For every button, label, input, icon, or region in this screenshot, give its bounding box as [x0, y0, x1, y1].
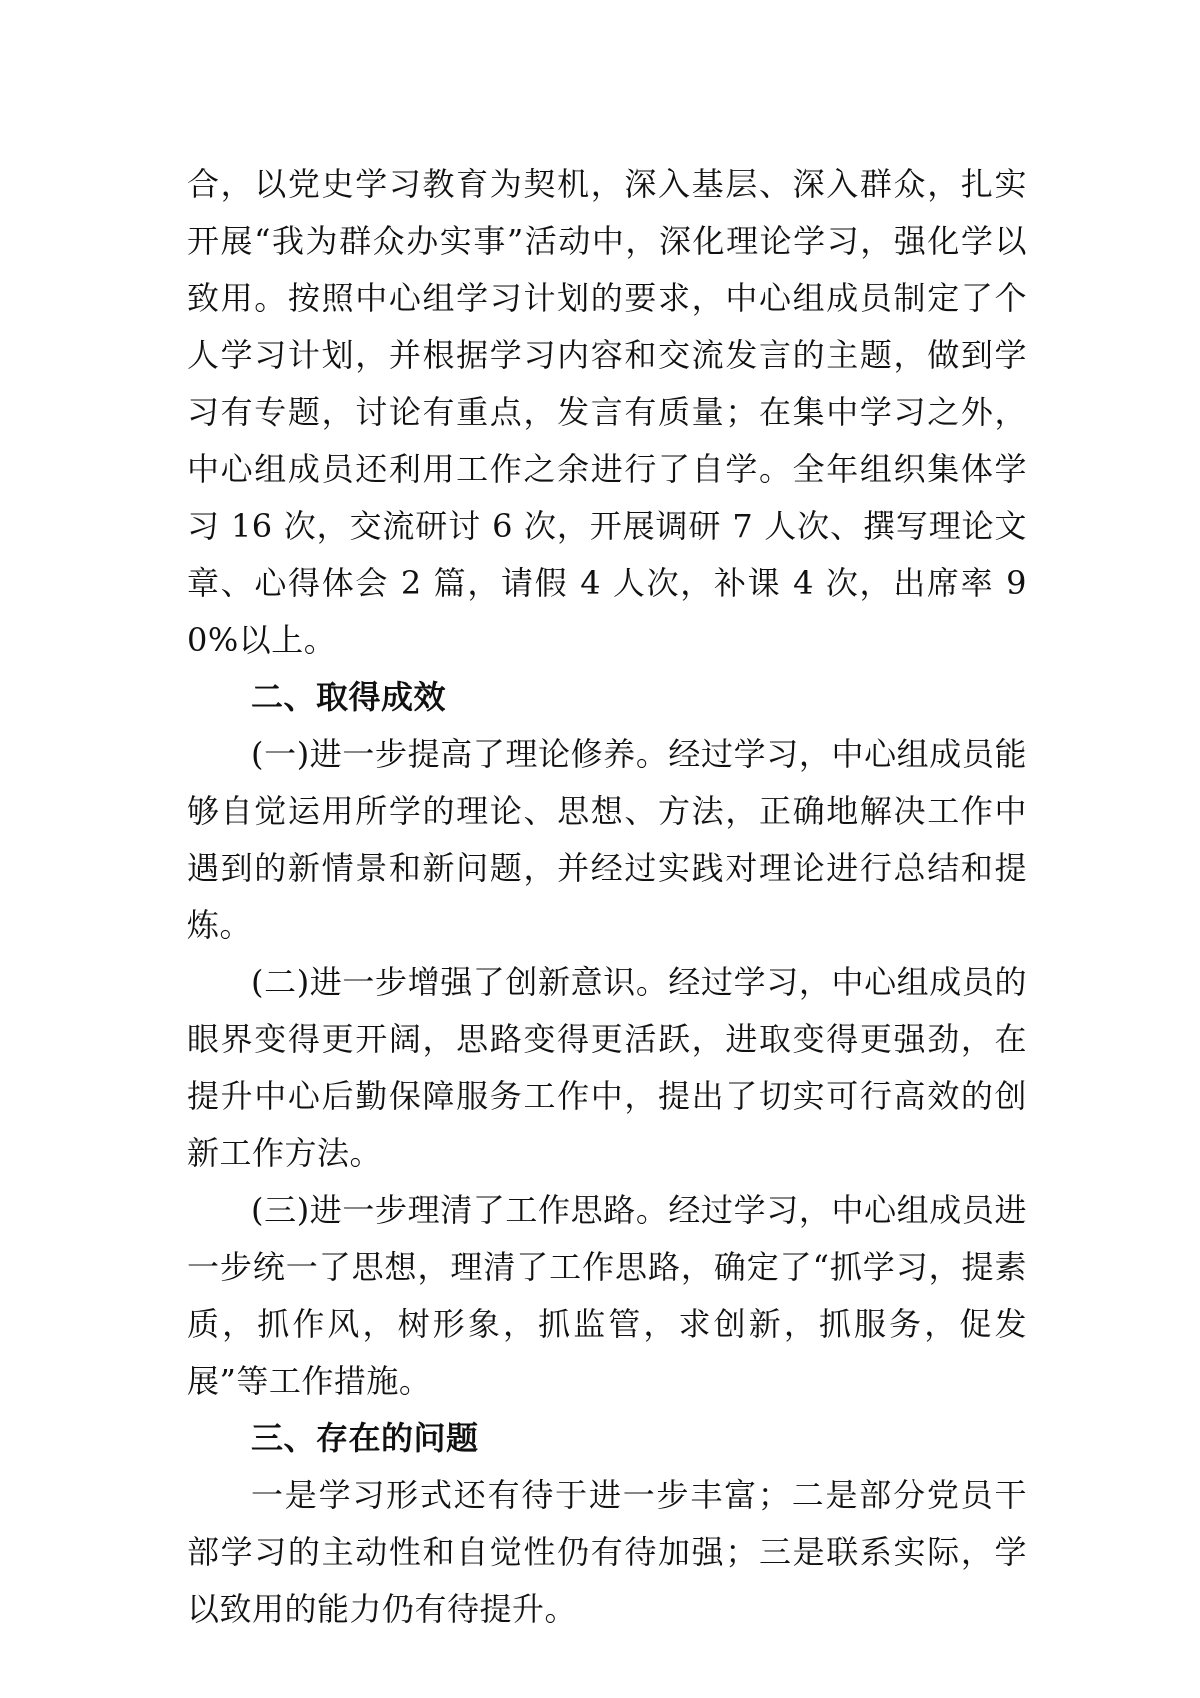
paragraph-result-3: (三)进一步理清了工作思路。经过学习，中心组成员进一步统一了思想，理清了工作思路，确定了“抓学习，提素质，抓作风，树形象，抓监管，求创新，抓服务，促发展”等工作措施。: [187, 1191, 1027, 1400]
section-heading-problems: 三、存在的问题: [251, 1419, 479, 1457]
paragraph-result-2: (二)进一步增强了创新意识。经过学习，中心组成员的眼界变得更开阔，思路变得更活跃，进取变得更强劲，在提升中心后勤保障服务工作中，提出了切实可行高效的创新工作方法。: [187, 963, 1027, 1172]
section-heading-results: 二、取得成效: [251, 678, 447, 716]
paragraph-result-1: (一)进一步提高了理论修养。经过学习，中心组成员能够自觉运用所学的理论、思想、方法，正确地解决工作中遇到的新情景和新问题，并经过实践对理论进行总结和提炼。: [187, 735, 1027, 944]
paragraph-continued: 合，以党史学习教育为契机，深入基层、深入群众，扎实开展“我为群众办实事”活动中，深化理论学习，强化学以致用。按照中心组学习计划的要求，中心组成员制定了个人学习计划，并根据学习内容和交流发言的主题，做到学习有专题，讨论有重点，发言有质量；在集中学习之外，中心组成员还利用工作之余进行了自学。全年组织集体学习 16 次，交流研讨 6 次，开展调研 7 人次、撰写理论文章、心得体会 2 篇，请假 4 人次，补课 4 次，出席率 90%以上。: [187, 165, 1027, 659]
document-body: [187, 156, 1027, 1638]
paragraph-problems: 一是学习形式还有待于进一步丰富；二是部分党员干部学习的主动性和自觉性仍有待加强；三是联系实际，学以致用的能力仍有待提升。: [187, 1476, 1027, 1628]
